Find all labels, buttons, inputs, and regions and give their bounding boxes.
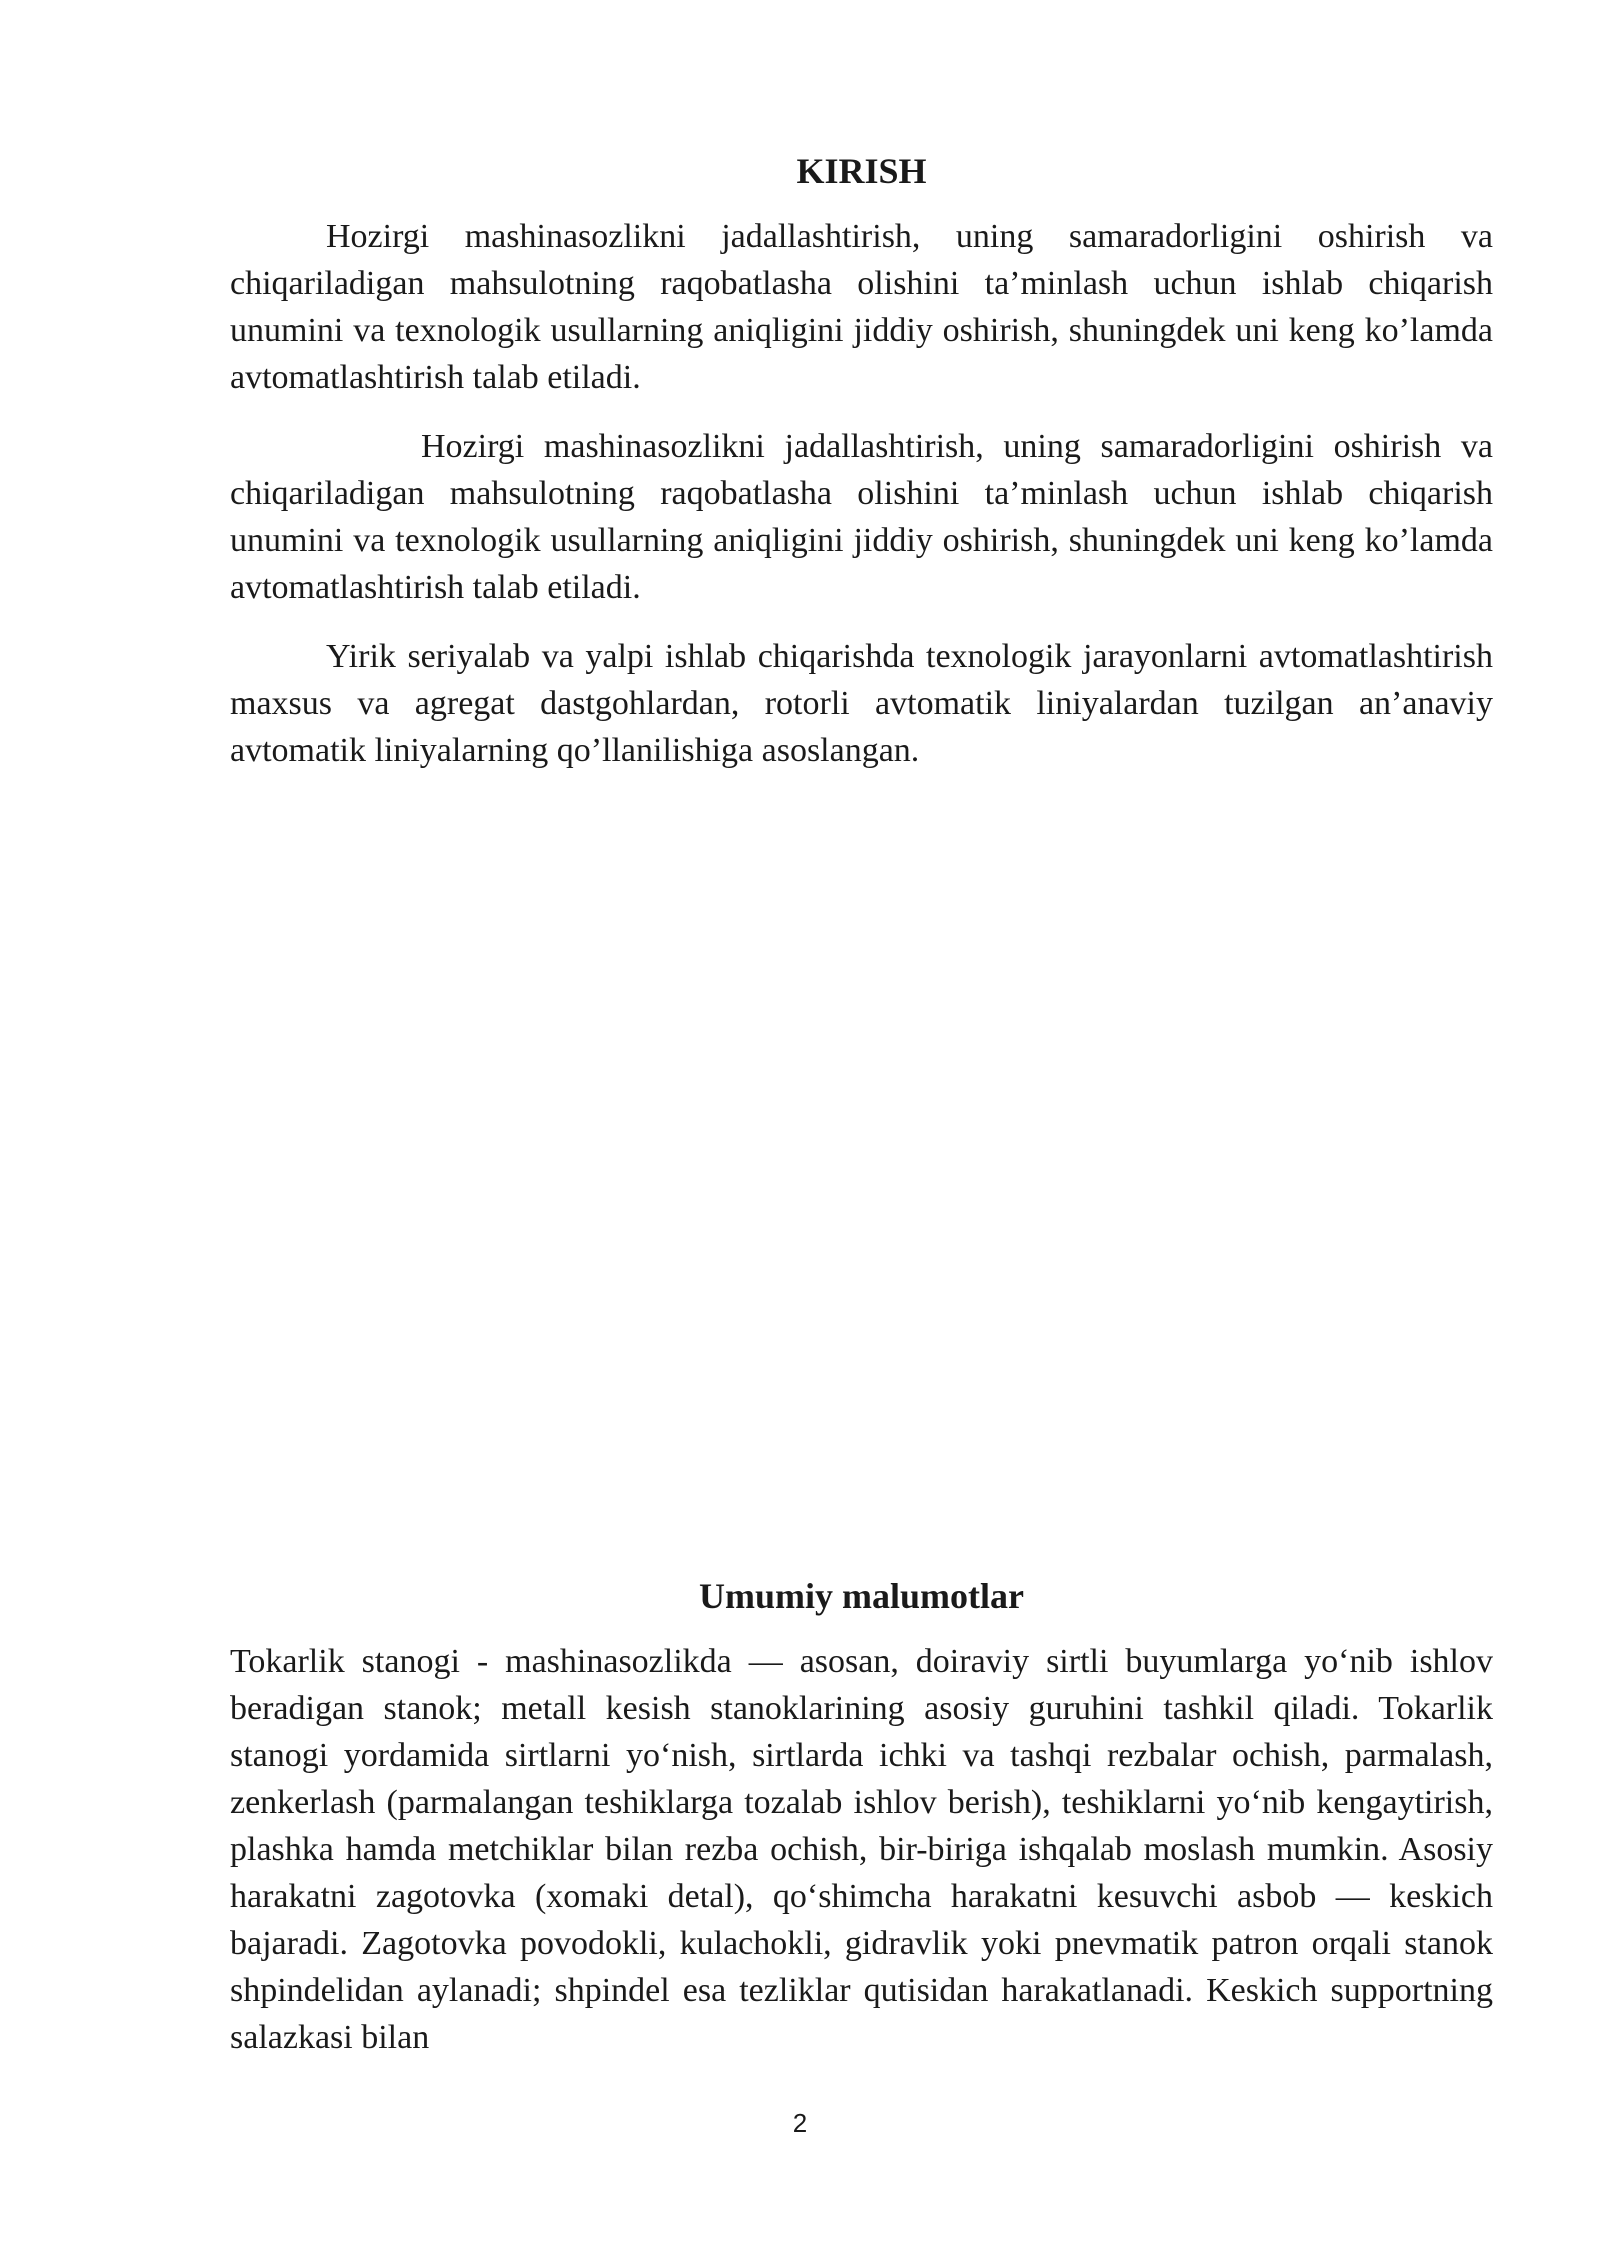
intro-paragraph-1: Hozirgi mashinasozlikni jadallashtirish, uning samaradorligini oshirish va chiqariladigan mahsulotning raqobatlasha olishini ta’minlash uchun ishlab chiqarish unumini va texnologik usullarning aniqligini jiddiy oshirish, shuningdek uni keng ko’lamda avtomatlashtirish talab etiladi. [230, 218, 1493, 396]
intro-paragraph-3: Yirik seriyalab va yalpi ishlab chiqarishda texnologik jarayonlarni avtomatlashtirish maxsus va agregat dastgohlardan, rotorli avtomatik liniyalardan tuzilgan an’anaviy avtomatik liniyalarning qo’llanilishiga asoslangan. [230, 638, 1493, 769]
intro-heading: KIRISH [796, 151, 927, 191]
intro-section [230, 153, 1493, 774]
general-section [230, 1578, 1493, 2061]
page-number: 2 [792, 2108, 808, 2138]
general-paragraph: Tokarlik stanogi - mashinasozlikda — asosan, doiraviy sirtli buyumlarga yo‘nib ishlov beradigan stanok; metall kesish stanoklarining asosiy guruhini tashkil qiladi. Tokarlik stanogi yordamida sirtlarni yo‘nish, sirtlarda ichki va tashqi rezbalar ochish, parmalash, zenkerlash (parmalangan teshiklarga tozalab ishlov berish), teshiklarni yo‘nib kengaytirish, plashka hamda metchiklar bilan rezba ochish, bir-biriga ishqalab moslash mumkin. Asosiy harakatni zagotovka (xomaki detal), qo‘shimcha harakatni kesuvchi asbob — keskich bajaradi. Zagotovka povodokli, kulachokli, gidravlik yoki pnevmatik patron orqali stanok shpindelidan aylanadi; shpindel esa tezliklar qutisidan harakatlanadi. Keskich supportning salazkasi bilan [230, 1643, 1493, 2056]
intro-paragraph-2: Hozirgi mashinasozlikni jadallashtirish, uning samaradorligini oshirish va chiqariladigan mahsulotning raqobatlasha olishini ta’minlash uchun ishlab chiqarish unumini va texnologik usullarning aniqligini jiddiy oshirish, shuningdek uni keng ko’lamda avtomatlashtirish talab etiladi. [230, 428, 1493, 606]
general-heading: Umumiy malumotlar [699, 1576, 1024, 1616]
